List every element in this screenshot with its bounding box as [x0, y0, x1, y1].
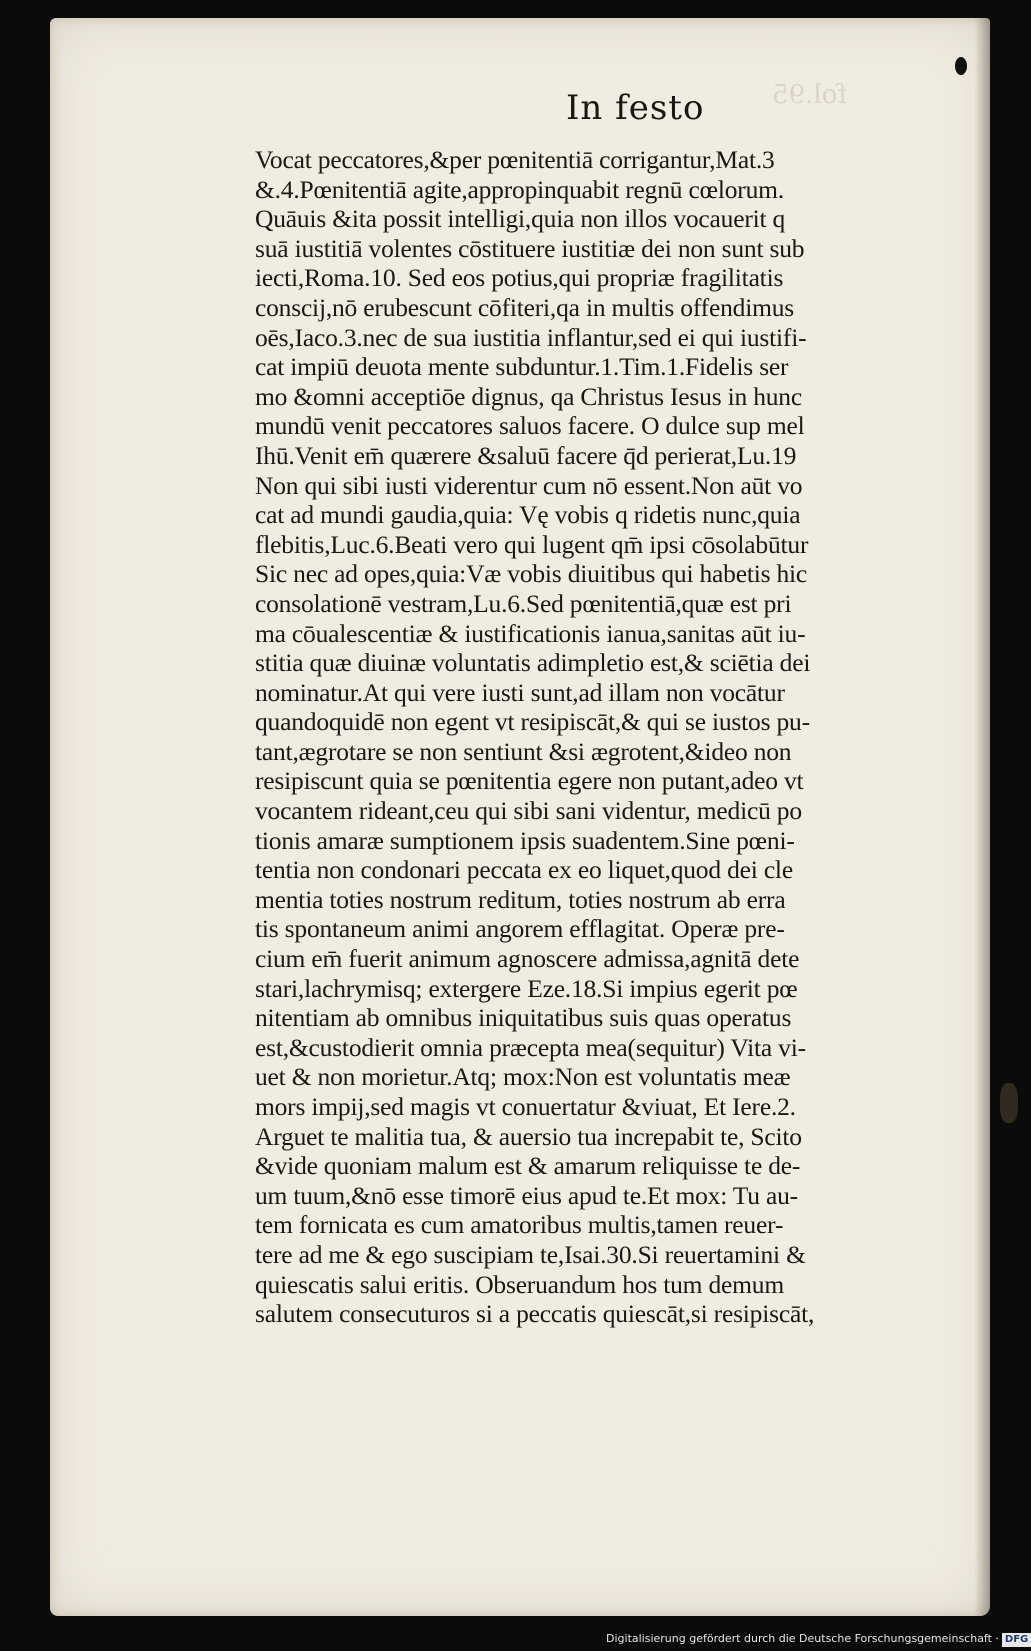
- text-line: um tuum,&nō esse timorē eius apud te.Et mox: Tu au-: [255, 1180, 798, 1210]
- text-line: iecti,Roma.10. Sed eos potius,qui propriæ fragilitatis: [255, 263, 784, 293]
- text-line: consolationē vestram,Lu.6.Sed pœnitentiā,quæ est pri: [255, 588, 792, 618]
- ink-dot-mark: [955, 57, 967, 75]
- text-line: nominatur.At qui vere iusti sunt,ad illam non vocātur: [255, 677, 785, 707]
- text-line: stitia quæ diuinæ voluntatis adimpletio est,& sciētia dei: [255, 648, 811, 678]
- text-line: &.4.Pœnitentiā agite,appropinquabit regnū cœlorum.: [255, 174, 784, 204]
- text-line: mo &omni acceptiōe dignus, qa Christus Iesus in hunc: [255, 381, 802, 411]
- footer-credit: Digitalisierung gefördert durch die Deutsche Forschungsgemeinschaft ·: [606, 1632, 999, 1645]
- text-line: ma cōualescentiæ & iustificationis ianua,sanitas aūt iu-: [255, 618, 806, 648]
- text-line: Arguet te malitia tua, & auersio tua increpabit te, Scito: [255, 1121, 802, 1151]
- text-line: tis spontaneum animi angorem efflagitat. Operæ pre-: [255, 914, 785, 944]
- text-line: mundū venit peccatores saluos facere. O dulce sup mel: [255, 411, 805, 441]
- text-line: Ihū.Venit em̄ quærere &saluū facere q̄d perierat,Lu.19: [255, 440, 797, 470]
- text-line: quiescatis salui eritis. Obseruandum hos tum demum: [255, 1269, 784, 1299]
- paper-stain: [1000, 1083, 1018, 1123]
- text-line: uet & non morietur.Atq; mox:Non est voluntatis meæ: [255, 1062, 791, 1092]
- text-line: cat ad mundi gaudia,quia: Vę vobis q ridetis nunc,quia: [255, 500, 801, 530]
- text-line: nitentiam ab omnibus iniquitatibus suis quas operatus: [255, 1003, 792, 1033]
- text-line: Sic nec ad opes,quia:Væ vobis diuitibus qui habetis hic: [255, 559, 808, 589]
- text-line: cat impiū deuota mente subduntur.1.Tim.1.Fidelis ser: [255, 352, 789, 382]
- text-line: stari,lachrymisq; extergere Eze.18.Si impius egerit pœ: [255, 973, 798, 1003]
- bleed-through-folio: fol.95: [772, 80, 847, 110]
- text-line: tant,ægrotare se non sentiunt &si ægrotent,&ideo non: [255, 736, 792, 766]
- dfg-logo: DFG: [1002, 1633, 1031, 1647]
- text-line: resipiscunt quia se pœnitentia egere non putant,adeo vt: [255, 766, 804, 796]
- text-line: quandoquidē non egent vt resipiscāt,& qui se iustos pu-: [255, 707, 810, 737]
- text-line: vocantem rideant,ceu qui sibi sani videntur, medicū po: [255, 796, 802, 826]
- text-line: Vocat peccatores,&per pœnitentiā corrigantur,Mat.3: [255, 145, 775, 174]
- running-head: In festo: [566, 88, 705, 128]
- page-spine-shadow: [974, 18, 990, 1616]
- text-line: est,&custodierit omnia præcepta mea(sequitur) Vita vi-: [255, 1032, 806, 1062]
- text-line: tionis amaræ sumptionem ipsis suadentem.Sine pœni-: [255, 825, 795, 855]
- text-line: tere ad me & ego suscipiam te,Isai.30.Si reuertamini &: [255, 1239, 806, 1269]
- text-line: salutem consecuturos si a peccatis quiescāt,si resipiscāt,: [255, 1299, 815, 1329]
- text-line: tentia non condonari peccata ex eo liquet,quod dei cle: [255, 855, 793, 885]
- text-line: flebitis,Luc.6.Beati vero qui lugent qm̄ ipsi cōsolabūtur: [255, 529, 809, 559]
- text-line: conscij,nō erubescunt cōfiteri,qa in multis offendimus: [255, 292, 794, 322]
- digitization-footer: [606, 1632, 1031, 1647]
- text-line: mentia toties nostrum reditum, toties nostrum ab erra: [255, 884, 786, 914]
- text-line: suā iustitiā volentes cōstituere iustitiæ dei non sunt sub: [255, 233, 805, 263]
- text-line: Non qui sibi iusti viderentur cum nō essent.Non aūt vo: [255, 470, 803, 500]
- text-line: cium em̄ fuerit animum agnoscere admissa,agnitā dete: [255, 944, 800, 974]
- body-text: [255, 145, 915, 1329]
- text-line: tem fornicata es cum amatoribus multis,tamen reuer-: [255, 1210, 784, 1240]
- text-line: oēs,Iaco.3.nec de sua iustitia inflantur,sed ei qui iustifi-: [255, 322, 807, 352]
- text-line: mors impij,sed magis vt conuertatur &viuat, Et Iere.2.: [255, 1092, 796, 1121]
- text-line: Quāuis &ita possit intelligi,quia non illos vocauerit q: [255, 204, 786, 234]
- text-line: &vide quoniam malum est & amarum reliquisse te de-: [255, 1151, 801, 1181]
